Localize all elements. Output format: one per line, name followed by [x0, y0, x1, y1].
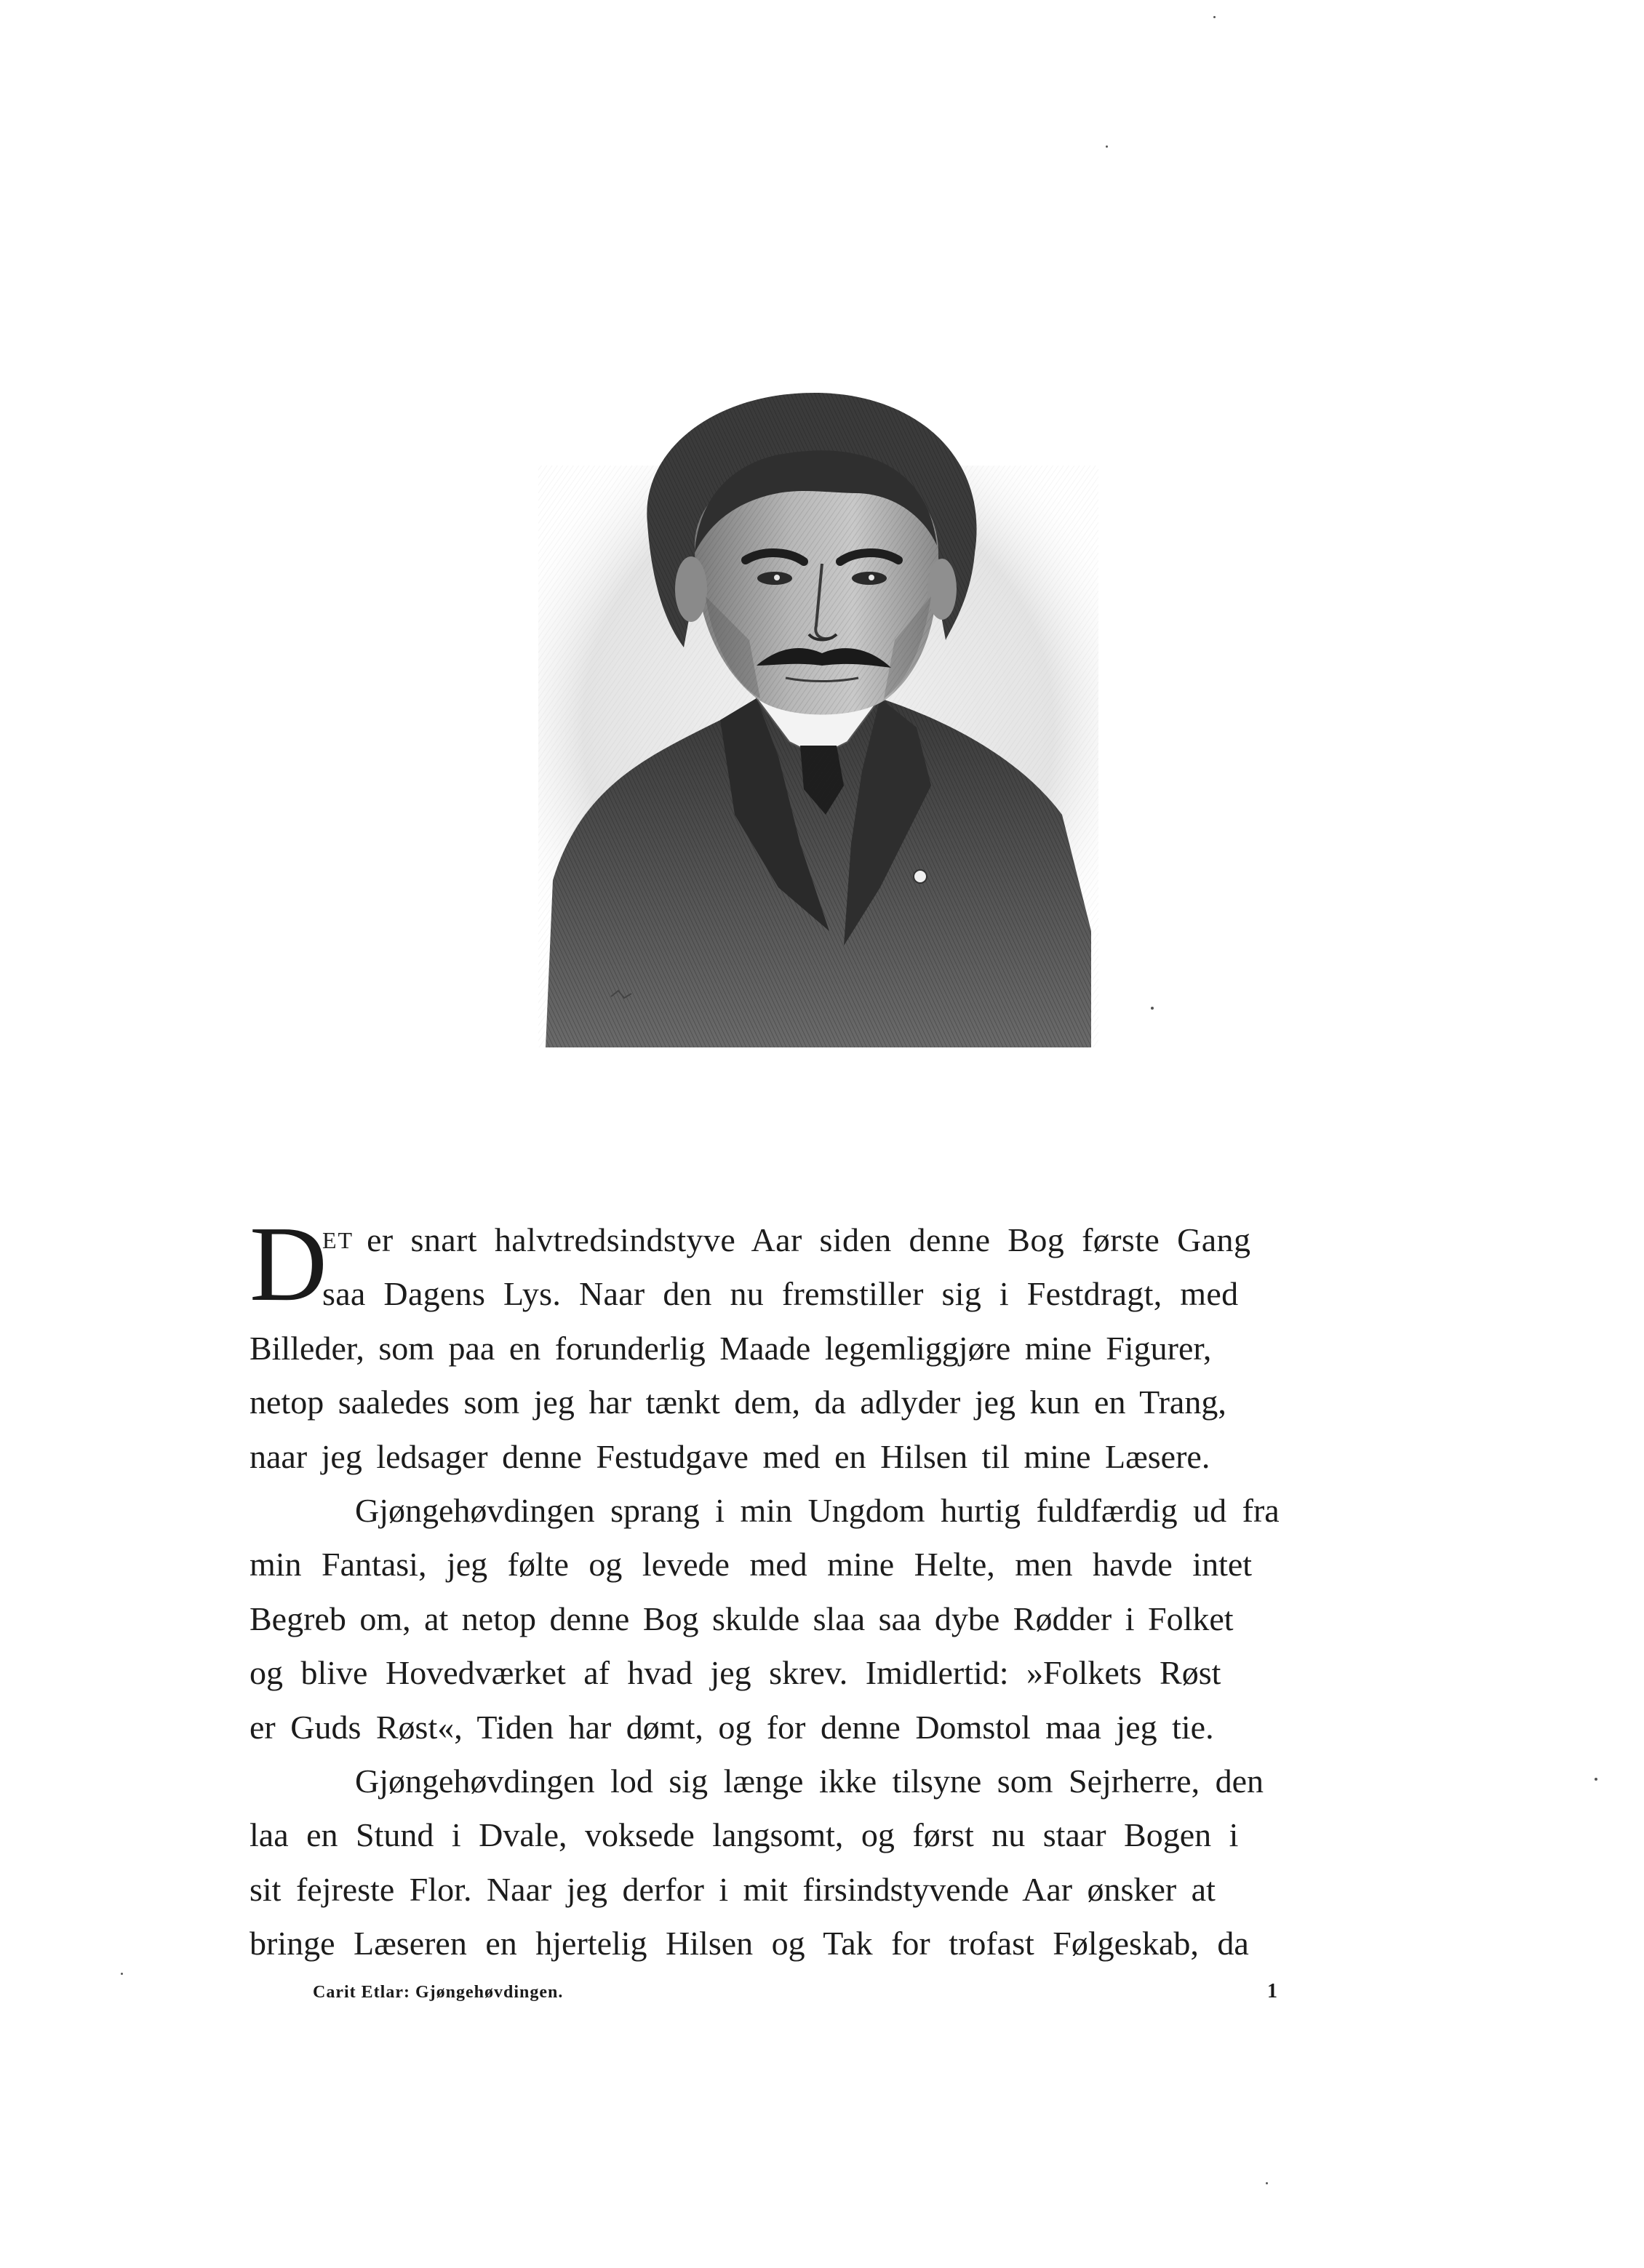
scan-speck [1106, 145, 1108, 148]
text-line-11 [250, 1754, 1395, 1808]
scan-speck [1595, 1778, 1597, 1781]
text-line-13 [250, 1863, 1395, 1917]
line-content: min Fantasi, jeg følte og levede med mine Helte, men havde intet [250, 1546, 1253, 1584]
sheet-number: 1 [1267, 1980, 1277, 2003]
line-content: er snart halvtredsindstyve Aar siden denne Bog første Gang [367, 1221, 1251, 1258]
text-line-7 [250, 1538, 1395, 1592]
line-content: Gjøngehøvdingen sprang i min Ungdom hurtig fuldfærdig ud fra [355, 1491, 1280, 1529]
scan-speck [1213, 16, 1216, 18]
line-content: Billeder, som paa en forunderlig Maade legemliggjøre mine Figurer, [250, 1329, 1212, 1367]
text-line-3 [250, 1322, 1395, 1375]
text-line-8 [250, 1592, 1395, 1646]
line-content: naar jeg ledsager denne Festudgave med en Hilsen til mine Læsere. [250, 1437, 1210, 1475]
scan-speck [1151, 1007, 1154, 1010]
text-line-5 [250, 1430, 1395, 1484]
line-content: Gjøngehøvdingen lod sig længe ikke tilsyne som Sejrherre, den [355, 1762, 1264, 1800]
body-text [250, 1205, 1395, 1970]
text-line-14 [250, 1917, 1395, 1970]
line-content: og blive Hovedværket af hvad jeg skrev. Imidlertid: »Folkets Røst [250, 1654, 1221, 1692]
text-line-10 [250, 1701, 1395, 1754]
scan-speck [1266, 2182, 1268, 2184]
line-content: Begreb om, at netop denne Bog skulde slaa saa dybe Rødder i Folket [250, 1600, 1234, 1637]
portrait-engraving-icon [538, 378, 1098, 1047]
text-line-6 [250, 1484, 1395, 1538]
text-line-2 [250, 1267, 1395, 1321]
portrait-illustration [538, 378, 1098, 1047]
footer-signature: Carit Etlar: Gjøngehøvdingen. [313, 1983, 564, 2002]
text-line-9 [250, 1646, 1395, 1700]
line-content: saa Dagens Lys. Naar den nu fremstiller sig i Festdragt, med [322, 1275, 1239, 1313]
text-line-1 [250, 1213, 1395, 1267]
line-content: laa en Stund i Dvale, voksede langsomt, og først nu staar Bogen i [250, 1816, 1239, 1854]
text-line-4 [250, 1375, 1395, 1429]
line-text [367, 1213, 1395, 1267]
text-line-12 [250, 1808, 1395, 1862]
first-word-smallcaps: ET [322, 1227, 354, 1253]
scan-speck [121, 1973, 123, 1975]
line-content: bringe Læseren en hjertelig Hilsen og Tak for trofast Følgeskab, da [250, 1925, 1249, 1962]
line-content: er Guds Røst«, Tiden har dømt, og for denne Domstol maa jeg tie. [250, 1708, 1214, 1746]
drop-cap-letter: D [250, 1205, 327, 1324]
line-content: sit fejreste Flor. Naar jeg derfor i mit firsindstyvende Aar ønsker at [250, 1870, 1216, 1908]
line-content: netop saaledes som jeg har tænkt dem, da adlyder jeg kun en Trang, [250, 1383, 1226, 1421]
